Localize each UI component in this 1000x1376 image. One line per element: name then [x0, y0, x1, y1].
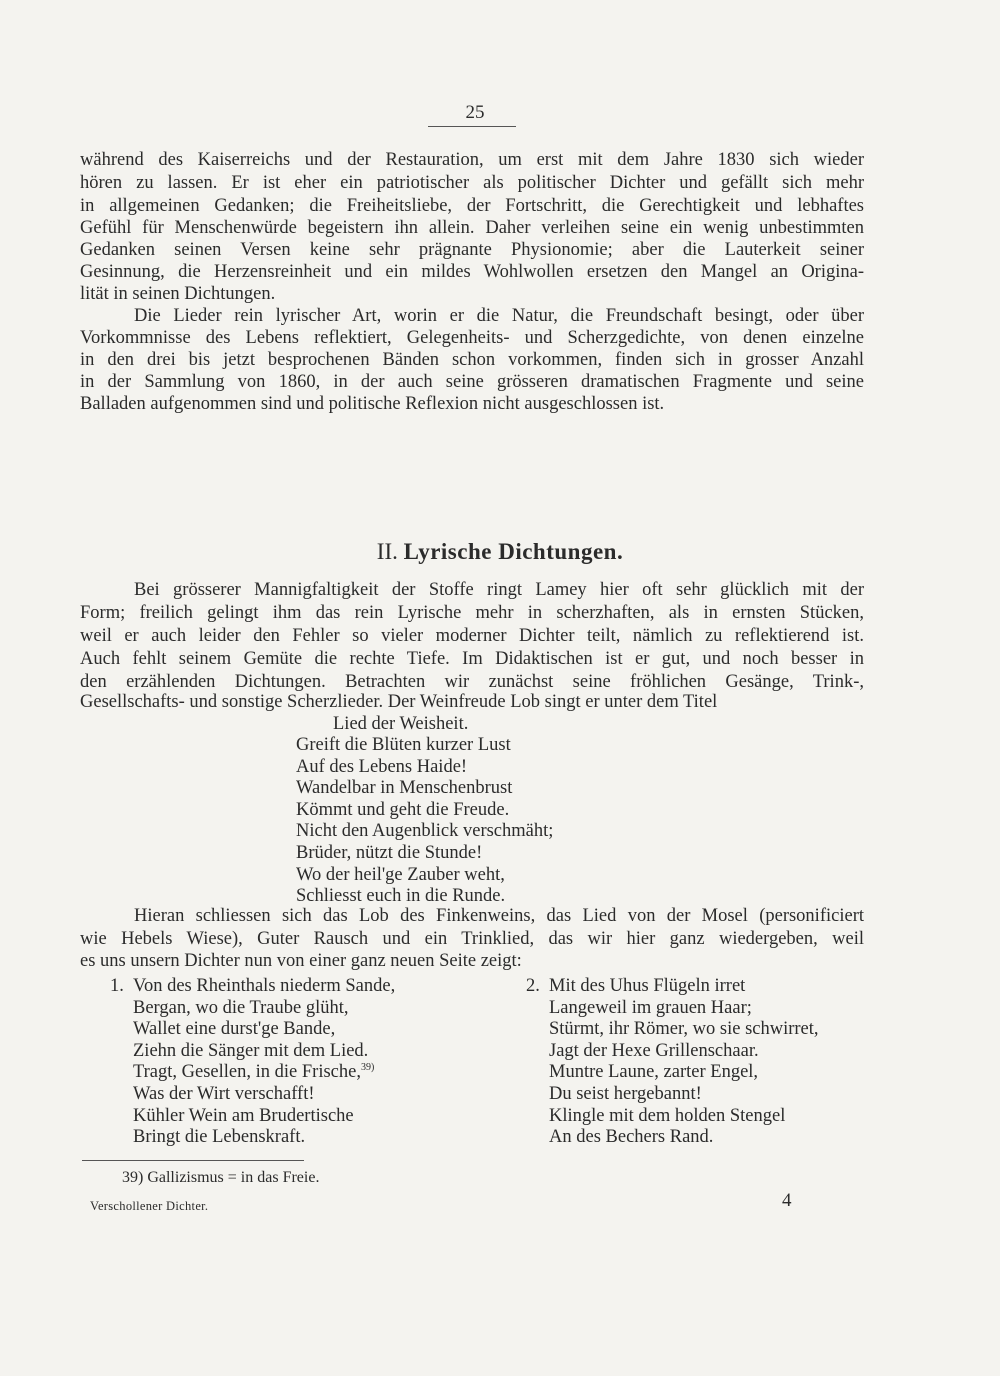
- poem-line: Was der Wirt verschafft!: [133, 1083, 315, 1104]
- text-line: Vorkommnisse des Lebens reflektiert, Gelegenheits- und Scherzgedichte, von denen einzelne: [80, 328, 864, 348]
- poem-line: Wo der heil'ge Zauber weht,: [296, 864, 505, 885]
- text-line: Form; freilich gelingt ihm das rein Lyrische mehr in scherzhaften, als in ernsten Stücken,: [80, 603, 864, 623]
- text-line: wie Hebels Wiese), Guter Rausch und ein Trinklied, das wir hier ganz wiedergeben, weil: [80, 929, 864, 949]
- poem-line: Bringt die Lebenskraft.: [133, 1127, 306, 1148]
- poem-line: Du seist hergebannt!: [549, 1083, 702, 1104]
- poem-line: Bergan, wo die Traube glüht,: [133, 997, 349, 1018]
- header-rule: [428, 126, 516, 127]
- text-line: in den drei bis jetzt besprochenen Bänden schon vorkommen, finden sich in grosser Anzahl: [80, 350, 864, 370]
- page-number: 25: [465, 102, 485, 123]
- poem-line: An des Bechers Rand.: [549, 1127, 714, 1148]
- poem-line: Wandelbar in Menschenbrust: [296, 778, 513, 799]
- section-heading: [0, 539, 1000, 565]
- text-line: Gedanken seinen Versen keine sehr prägnante Physionomie; aber die Lauterkeit seiner: [80, 240, 864, 260]
- poem-title-text: Lied der Weisheit.: [333, 714, 469, 734]
- footnote-rule: [82, 1160, 304, 1161]
- poem-title: [333, 714, 468, 736]
- poem-line: Jagt der Hexe Grillenschaar.: [549, 1040, 759, 1061]
- poem-line: Klingle mit dem holden Stengel: [549, 1105, 786, 1126]
- text-line: hören zu lassen. Er ist eher ein patriotischer als politischer Dichter und gefällt sich mehr: [80, 173, 864, 193]
- poem-line: Kühler Wein am Brudertische: [133, 1105, 354, 1126]
- poem-line: Ziehn die Sänger mit dem Lied.: [133, 1040, 369, 1061]
- poem-line: Wallet eine durst'ge Bande,: [133, 1019, 336, 1040]
- section-title: Lyrische Dichtungen.: [403, 539, 624, 564]
- poem-line: Greift die Blüten kurzer Lust: [296, 735, 511, 755]
- poem-line: Brüder, nützt die Stunde!: [296, 842, 483, 863]
- text-line: weil er auch leider den Fehler so vieler moderner Dichter teilt, nämlich zu reflektierend ist.: [80, 626, 864, 646]
- signature-number: 4: [782, 1190, 792, 1211]
- section-number: II.: [376, 539, 398, 564]
- poem-line: [133, 1062, 395, 1084]
- text-line: während des Kaiserreichs und der Restauration, um erst mit dem Jahre 1830 sich wieder: [80, 150, 864, 170]
- signature: Verschollener Dichter.: [90, 1199, 209, 1213]
- stanza-1-number: 1.: [110, 976, 124, 996]
- stanza-1: [133, 976, 395, 1149]
- poem-line: Muntre Laune, zarter Engel,: [549, 1062, 759, 1083]
- poem-line: Auf des Lebens Haide!: [296, 756, 468, 777]
- text-line: Gesellschafts- und sonstige Scherzlieder. Der Weinfreude Lob singt er unter dem Titel: [80, 692, 718, 712]
- poem-line-text: Tragt, Gesellen, in die Frische,: [133, 1062, 361, 1083]
- text-line: in allgemeinen Gedanken; die Freiheitsliebe, der Fortschritt, die Gerechtigkeit und lebhaftes: [80, 196, 864, 216]
- poem-line: Nicht den Augenblick verschmäht;: [296, 821, 554, 842]
- text-line: es uns unsern Dichter nun von einer ganz neuen Seite zeigt:: [80, 951, 522, 971]
- poem-line: Langeweil im grauen Haar;: [549, 997, 752, 1018]
- poem-line: Mit des Uhus Flügeln irret: [549, 976, 746, 996]
- poem-line: Von des Rheinthals niederm Sande,: [133, 976, 396, 996]
- text-line: in der Sammlung von 1860, in der auch seine grösseren dramatischen Fragmente und seine: [80, 372, 864, 392]
- poem-lied-der-weisheit: [296, 735, 553, 908]
- text-line: Balladen aufgenommen sind und politische Reflexion nicht ausgeschlossen ist.: [80, 394, 665, 414]
- footnote-ref: 39): [360, 1062, 375, 1074]
- poem-line: Stürmt, ihr Römer, wo sie schwirret,: [549, 1019, 819, 1040]
- text-line: lität in seinen Dichtungen.: [80, 284, 276, 304]
- stanza-2-number: 2.: [526, 976, 540, 996]
- poem-line: Kömmt und geht die Freude.: [296, 799, 510, 820]
- text-line: Hieran schliessen sich das Lob des Finkenweins, das Lied von der Mosel (personificiert: [134, 906, 864, 926]
- text-line: Auch fehlt seinem Gemüte die rechte Tiefe. Im Didaktischen ist er gut, und noch besser in: [80, 649, 864, 669]
- text-line: Die Lieder rein lyrischer Art, worin er die Natur, die Freundschaft besingt, oder über: [134, 306, 864, 326]
- footnote: 39) Gallizismus = in das Freie.: [122, 1169, 320, 1186]
- text-line: Bei grösserer Mannigfaltigkeit der Stoffe ringt Lamey hier oft sehr glücklich mit der: [134, 580, 864, 600]
- text-line: den erzählenden Dichtungen. Betrachten wir zunächst seine fröhlichen Gesänge, Trink-,: [80, 672, 864, 692]
- stanza-2: [549, 976, 819, 1149]
- poem-line: Schliesst euch in die Runde.: [296, 886, 506, 907]
- text-line: Gesinnung, die Herzensreinheit und ein mildes Wohlwollen ersetzen den Mangel an Origina-: [80, 262, 864, 282]
- text-line: Gefühl für Menschenwürde begeistern ihn allein. Daher verleihen seine ein wenig unbestimmten: [80, 218, 864, 238]
